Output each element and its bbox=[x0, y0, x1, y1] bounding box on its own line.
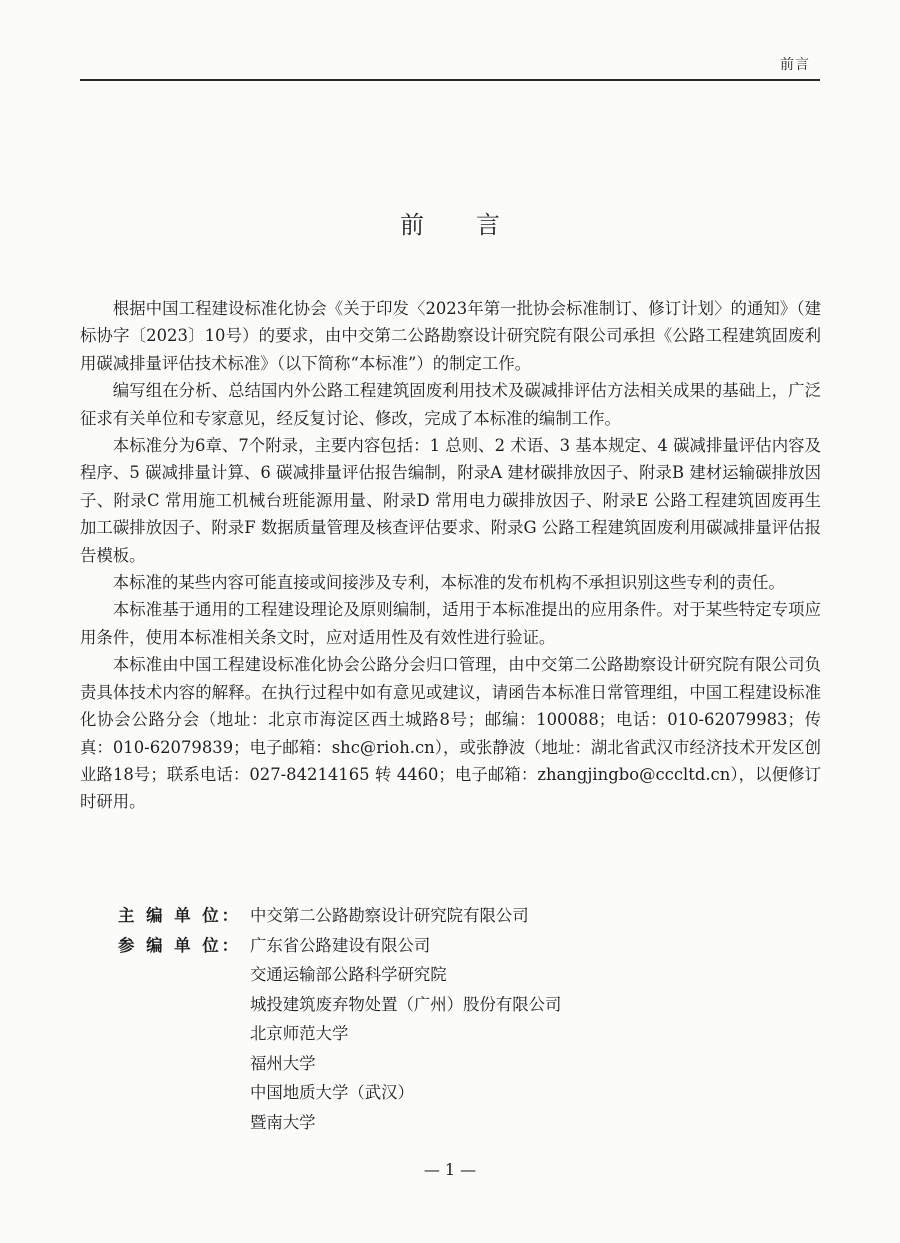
header-rule bbox=[80, 79, 820, 81]
chief-unit-label: 主 编 单 位： bbox=[118, 906, 242, 925]
chief-unit-row bbox=[118, 901, 738, 931]
paragraph: 本标准由中国工程建设标准化协会公路分会归口管理，由中交第二公路勘察设计研究院有限公司负责具体技术内容的解释。在执行过程中如有意见或建议，请函告本标准日常管理组，中国工程建设标准化协会公路分会（地址：北京市海淀区西土城路8号；邮编：100088；电话：010-62079983；传真：010-62079839；电子邮箱：shc@rioh.cn），或张静波（地址：湖北省武汉市经济技术开发区创业路18号；联系电话：027-84214165 转 4460；电子邮箱：zhangjingbo@cccltd.cn），以便修订时研用。 bbox=[80, 655, 821, 812]
running-header: 前言 bbox=[780, 57, 810, 73]
paragraph: 本标准基于通用的工程建设理论及原则编制，适用于本标准提出的应用条件。对于某些特定专项应用条件，使用本标准相关条文时，应对适用性及有效性进行验证。 bbox=[80, 600, 821, 647]
list-item: 广东省公路建设有限公司 bbox=[250, 935, 431, 955]
participating-units-row bbox=[118, 931, 738, 1138]
page-number: — 1 — bbox=[423, 1160, 477, 1179]
list-item: 城投建筑废弃物处置（广州）股份有限公司 bbox=[250, 994, 562, 1014]
participating-units-label: 参 编 单 位： bbox=[118, 935, 242, 955]
list-item: 北京师范大学 bbox=[250, 1024, 349, 1043]
paragraph: 编写组在分析、总结国内外公路工程建筑固废利用技术及碳减排评估方法相关成果的基础上，广泛征求有关单位和专家意见，经反复讨论、修改，完成了本标准的编制工作。 bbox=[80, 381, 821, 428]
paragraph: 根据中国工程建设标准化协会《关于印发〈2023年第一批协会标准制订、修订计划〉的通知》（建标协字〔2023〕10号）的要求，由中交第二公路勘察设计研究院有限公司承担《公路工程建筑固废利用碳减排量评估技术标准》（以下简称“本标准”）的制定工作。 bbox=[80, 299, 821, 373]
participating-units-list bbox=[250, 931, 561, 1138]
list-item: 暨南大学 bbox=[250, 1112, 316, 1132]
paragraph: 本标准的某些内容可能直接或间接涉及专利，本标准的发布机构不承担识别这些专利的责任。 bbox=[112, 573, 785, 593]
page-title-char-1: 前 bbox=[400, 211, 424, 239]
preface-body bbox=[80, 295, 821, 816]
list-item: 中国地质大学（武汉） bbox=[250, 1083, 414, 1102]
list-item: 福州大学 bbox=[250, 1053, 316, 1073]
page-title-char-2: 言 bbox=[476, 211, 500, 239]
list-item: 交通运输部公路科学研究院 bbox=[250, 965, 447, 984]
chief-unit-value: 中交第二公路勘察设计研究院有限公司 bbox=[250, 906, 529, 925]
units-block bbox=[118, 901, 738, 1137]
page-title bbox=[0, 205, 900, 240]
paragraph: 本标准分为6章、7个附录，主要内容包括：1 总则、2 术语、3 基本规定、4 碳减排量评估内容及程序、5 碳减排量计算、6 碳减排量评估报告编制，附录A 建材碳排放因子、附录B 建材运输碳排放因子、附录C 常用施工机械台班能源用量、附录D 常用电力碳排放因子、附录E 公路工程建筑固废再生加工碳排放因子、附录F 数据质量管理及核查评估要求、附录G 公路工程建筑固废利用碳减排量评估报告模板。 bbox=[80, 436, 821, 565]
